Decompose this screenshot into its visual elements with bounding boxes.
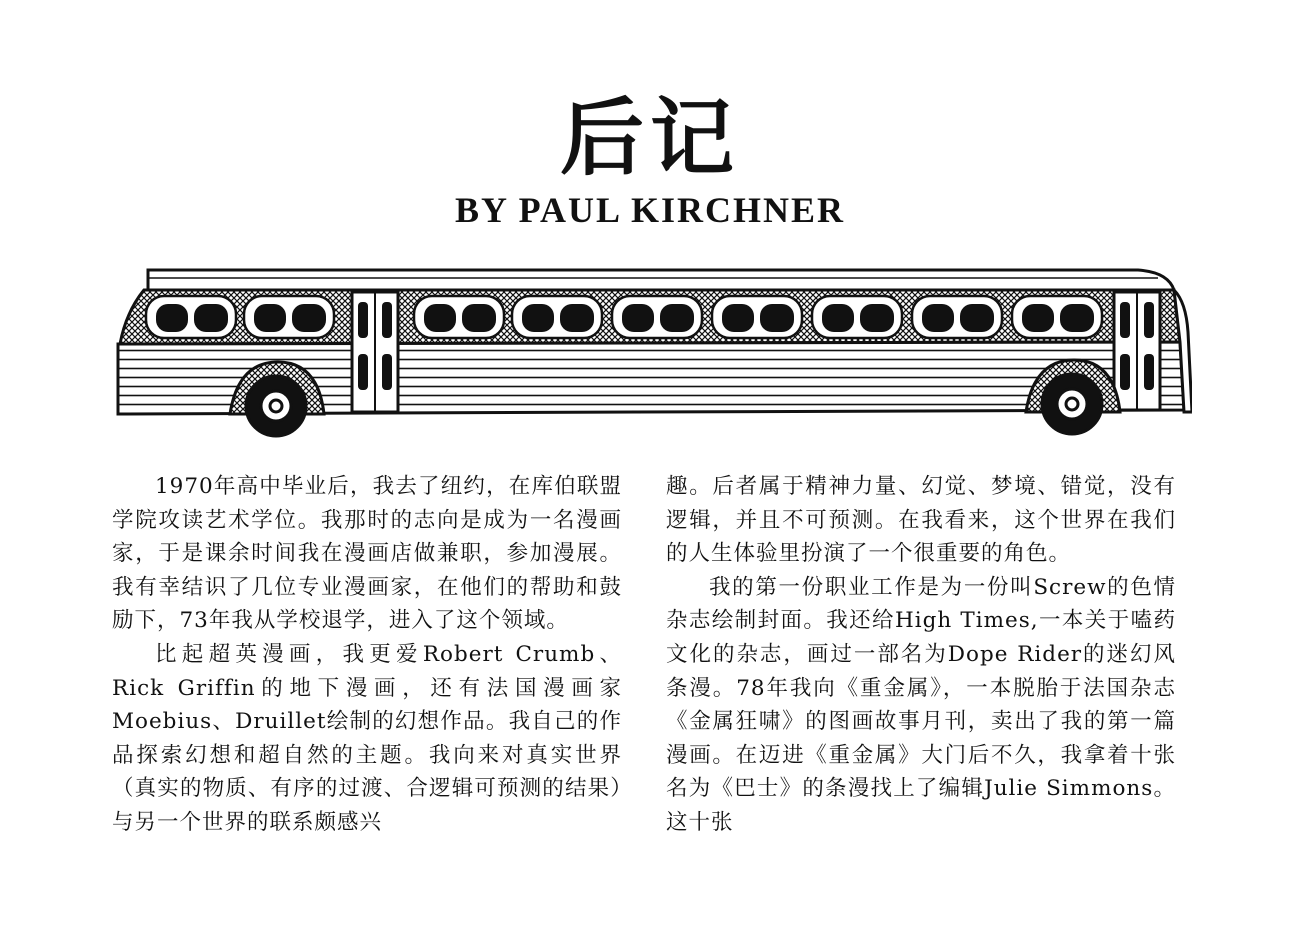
right-column xyxy=(666,470,1176,840)
bus-illustration-icon xyxy=(108,262,1192,442)
paragraph: 1970年高中毕业后，我去了纽约，在库伯联盟学院攻读艺术学位。我那时的志向是成为一名漫画家，于是课余时间我在漫画店做兼职，参加漫展。我有幸结识了几位专业漫画家，在他们的帮助和鼓励下，73年我从学校退学，进入了这个领域。 xyxy=(112,474,622,634)
left-column xyxy=(112,470,622,840)
paragraph: 比起超英漫画，我更爱Robert Crumb、Rick Griffin的地下漫画，还有法国漫画家Moebius、Druillet绘制的幻想作品。我自己的作品探索幻想和超自然的主题。我向来对真实世界（真实的物质、有序的过渡、合逻辑可预测的结果）与另一个世界的联系颇感兴 xyxy=(112,641,622,835)
page-title: 后记 xyxy=(559,88,740,187)
author-byline: BY PAUL KIRCHNER xyxy=(454,190,846,230)
paragraph: 我的第一份职业工作是为一份叫Screw的色情杂志绘制封面。我还给High Times,一本关于嗑药文化的杂志，画过一部名为Dope Rider的迷幻风条漫。78年我向《重金属》，一本脱胎于法国杂志《金属狂啸》的图画故事月刊，卖出了我的第一篇漫画。在迈进《重金属》大门后不久，我拿着十张名为《巴士》的条漫找上了编辑Julie Simmons。这十张 xyxy=(666,574,1176,835)
paragraph: 趣。后者属于精神力量、幻觉、梦境、错觉，没有逻辑，并且不可预测。在我看来，这个世界在我们的人生体验里扮演了一个很重要的角色。 xyxy=(666,474,1176,567)
